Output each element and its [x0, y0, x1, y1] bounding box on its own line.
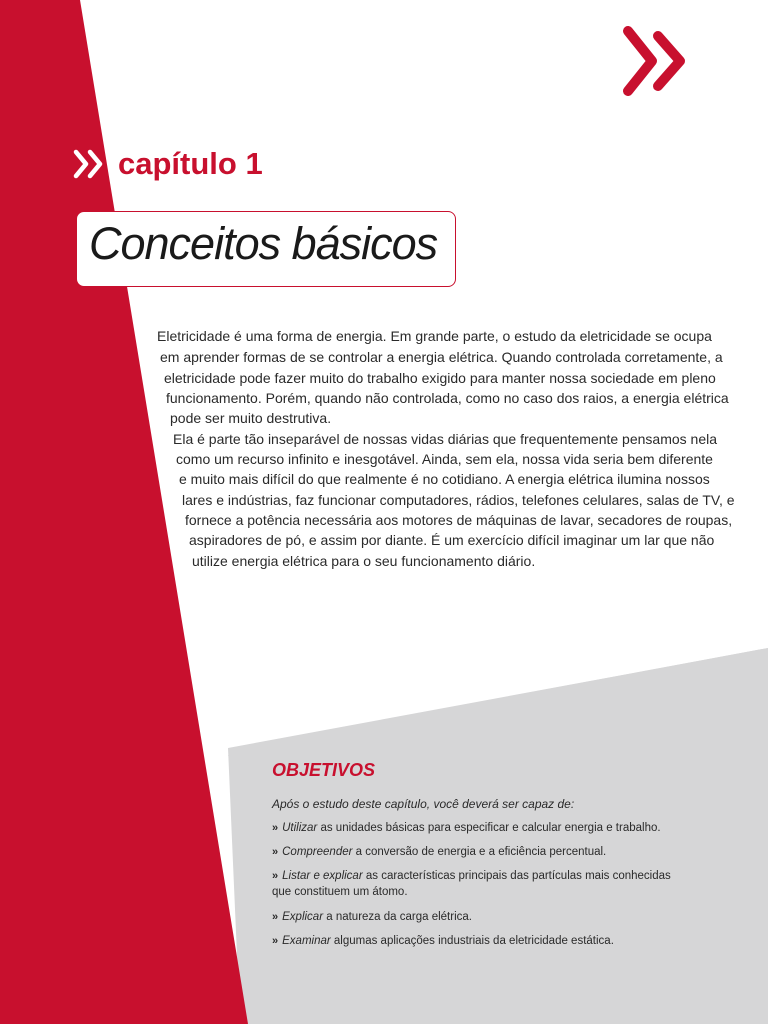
objective-verb: Listar e explicar — [282, 870, 363, 882]
objective-verb: Examinar — [282, 935, 331, 947]
body-line: funcionamento. Porém, quando não controlada, como no caso dos raios, a energia elétrica — [166, 390, 729, 406]
bullet-chevron-icon: » — [272, 846, 279, 858]
body-line: aspiradores de pó, e assim por diante. É um exercício difícil imaginar um lar que não — [189, 532, 715, 548]
body-line: utilize energia elétrica para o seu funcionamento diário. — [192, 553, 536, 569]
body-line: eletricidade pode fazer muito do trabalho exigido para manter nossa sociedade em pleno — [164, 370, 716, 386]
objective-item — [272, 933, 692, 949]
page-title: Conceitos básicos — [89, 218, 438, 269]
objectives-intro: Após o estudo deste capítulo, você deverá ser capaz de: — [272, 797, 575, 811]
bullet-chevron-icon: » — [272, 870, 279, 882]
objective-text: algumas aplicações industriais da eletricidade estática. — [330, 935, 614, 947]
chapter-label: capítulo 1 — [118, 146, 263, 181]
bullet-chevron-icon: » — [272, 911, 279, 923]
objective-text: as características principais das partículas mais conhecidas que constituem um átomo. — [272, 870, 671, 898]
double-chevron-right-icon — [72, 147, 108, 181]
title-box — [76, 211, 456, 287]
objective-item — [272, 820, 692, 836]
body-line: pode ser muito destrutiva. — [170, 410, 332, 426]
objective-verb: Utilizar — [282, 822, 318, 834]
objectives-title: OBJETIVOS — [272, 760, 376, 780]
objective-text: a natureza da carga elétrica. — [323, 911, 472, 923]
double-chevron-right-icon — [618, 26, 698, 96]
body-line: lares e indústrias, faz funcionar computadores, rádios, telefones celulares, salas de TV, e — [182, 492, 735, 508]
body-line: em aprender formas de se controlar a energia elétrica. Quando controlada corretamente, a — [160, 349, 723, 365]
objective-verb: Compreender — [282, 846, 353, 858]
bullet-chevron-icon: » — [272, 935, 279, 947]
bullet-chevron-icon: » — [272, 822, 279, 834]
body-line: como um recurso infinito e inesgotável. Ainda, sem ela, nossa vida seria bem diferente — [176, 451, 713, 467]
chapter-heading — [72, 144, 263, 184]
objective-text: as unidades básicas para especificar e calcular energia e trabalho. — [317, 822, 661, 834]
objective-item — [272, 909, 692, 925]
body-line: Ela é parte tão inseparável de nossas vidas diárias que frequentemente pensamos nela — [173, 431, 718, 447]
body-line: e muito mais difícil do que realmente é no cotidiano. A energia elétrica ilumina nossos — [179, 471, 710, 487]
body-line: fornece a potência necessária aos motores de máquinas de lavar, secadores de roupas, — [185, 512, 733, 528]
body-line: Eletricidade é uma forma de energia. Em grande parte, o estudo da eletricidade se ocupa — [157, 328, 712, 344]
objective-verb: Explicar — [282, 911, 324, 923]
objective-item — [272, 844, 692, 860]
objective-text: a conversão de energia e a eficiência percentual. — [352, 846, 607, 858]
objective-item — [272, 868, 692, 900]
